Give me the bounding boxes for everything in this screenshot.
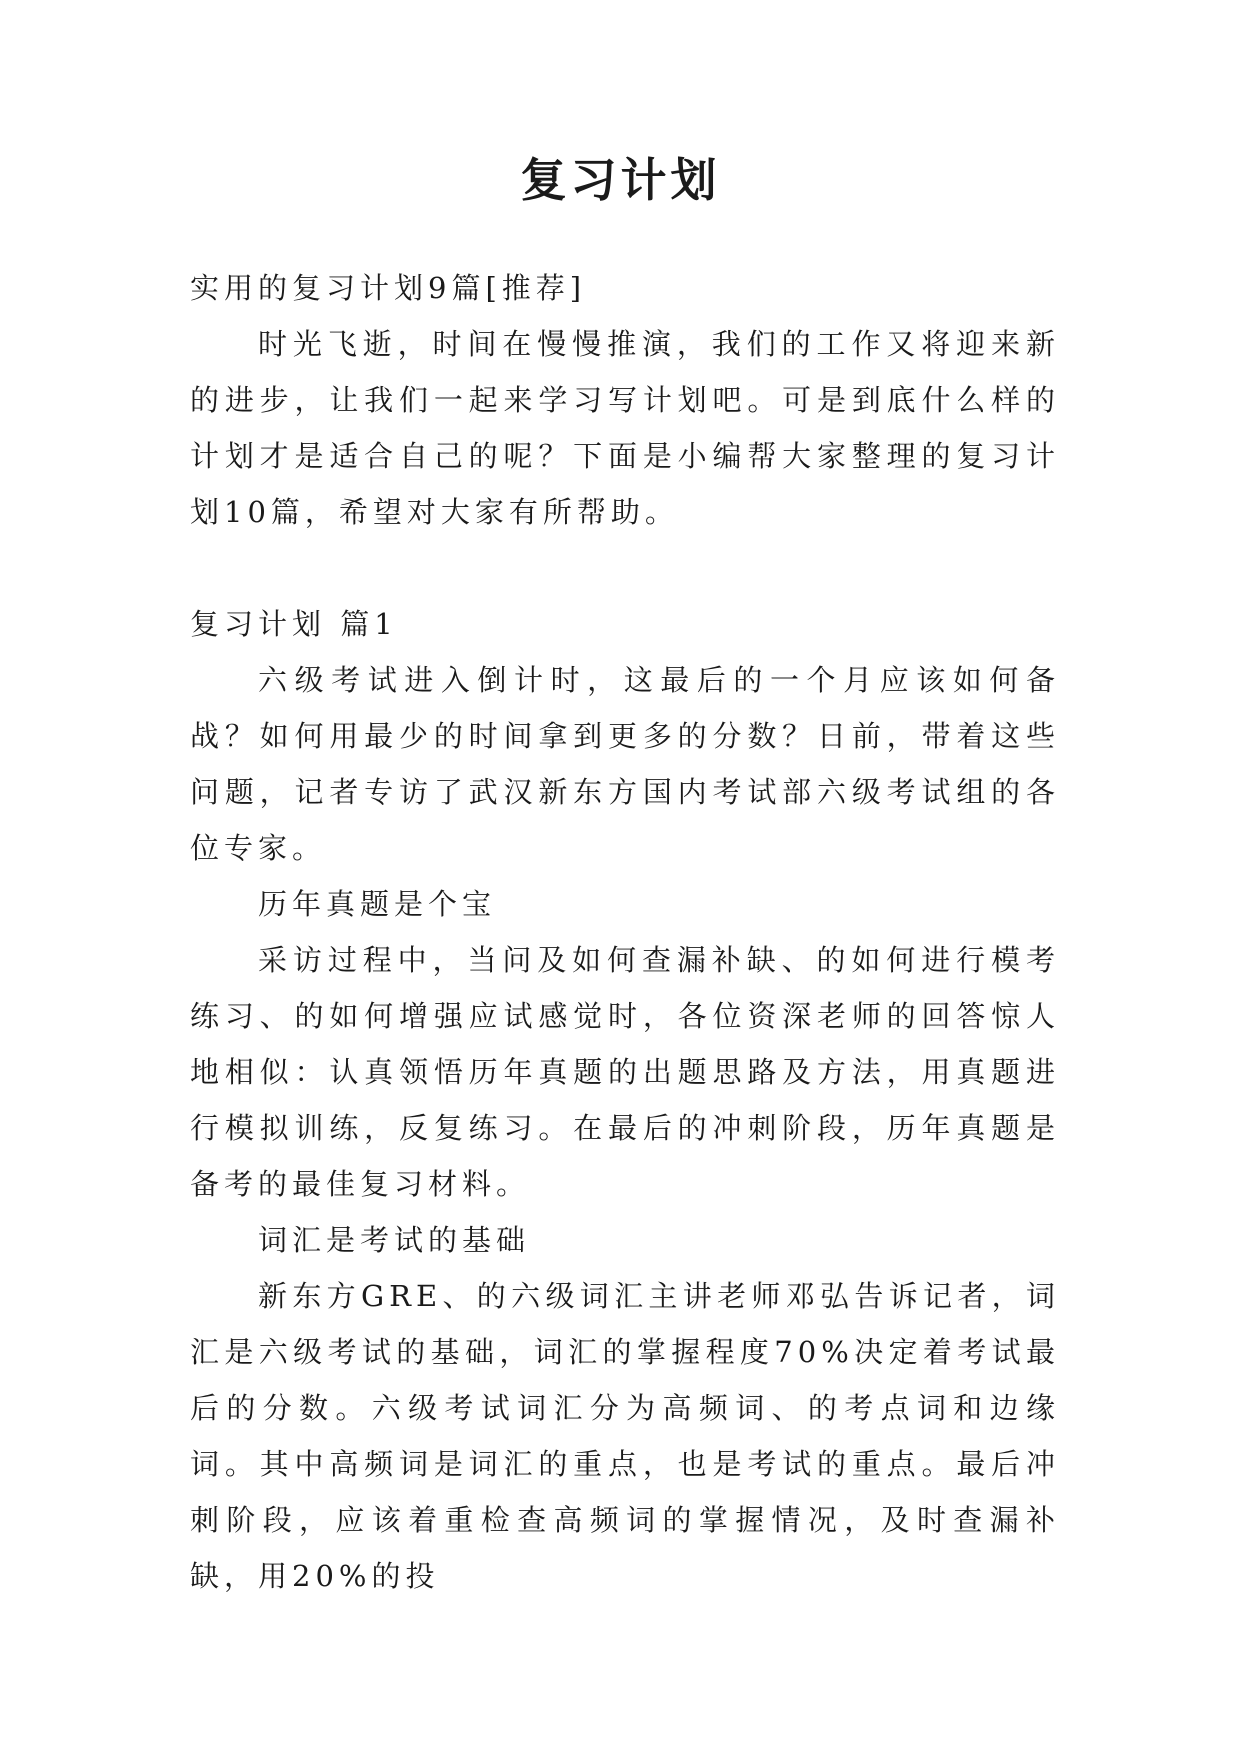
section-heading: 复习计划 篇1 xyxy=(190,607,398,641)
paragraph-past-papers: 采访过程中，当问及如何查漏补缺、的如何进行模考练习、的如何增强应试感觉时，各位资深老师的回答惊人地相似：认真领悟历年真题的出题思路及方法，用真题进行模拟训练，反复练习。在最后的冲刺阶段，历年真题是备考的最佳复习材料。 xyxy=(190,943,1060,1201)
document-subtitle: 实用的复习计划9篇[推荐] xyxy=(190,271,587,305)
subheading-past-papers: 历年真题是个宝 xyxy=(258,887,497,921)
subheading-vocabulary: 词汇是考试的基础 xyxy=(258,1223,531,1257)
intro-paragraph: 时光飞逝，时间在慢慢推演，我们的工作又将迎来新的进步，让我们一起来学习写计划吧。可是到底什么样的计划才是适合自己的呢？下面是小编帮大家整理的复习计划10篇，希望对大家有所帮助。 xyxy=(190,327,1060,529)
section-spacer xyxy=(190,540,1060,596)
paragraph-exam-countdown: 六级考试进入倒计时，这最后的一个月应该如何备战？如何用最少的时间拿到更多的分数？日前，带着这些问题，记者专访了武汉新东方国内考试部六级考试组的各位专家。 xyxy=(190,663,1060,865)
document-title: 复习计划 xyxy=(520,153,721,207)
document-body xyxy=(190,260,1060,1604)
paragraph-vocabulary: 新东方GRE、的六级词汇主讲老师邓弘告诉记者，词汇是六级考试的基础，词汇的掌握程度70%决定着考试最后的分数。六级考试词汇分为高频词、的考点词和边缘词。其中高频词是词汇的重点，也是考试的重点。最后冲刺阶段，应该着重检查高频词的掌握情况，及时查漏补缺，用20%的投 xyxy=(190,1279,1060,1593)
